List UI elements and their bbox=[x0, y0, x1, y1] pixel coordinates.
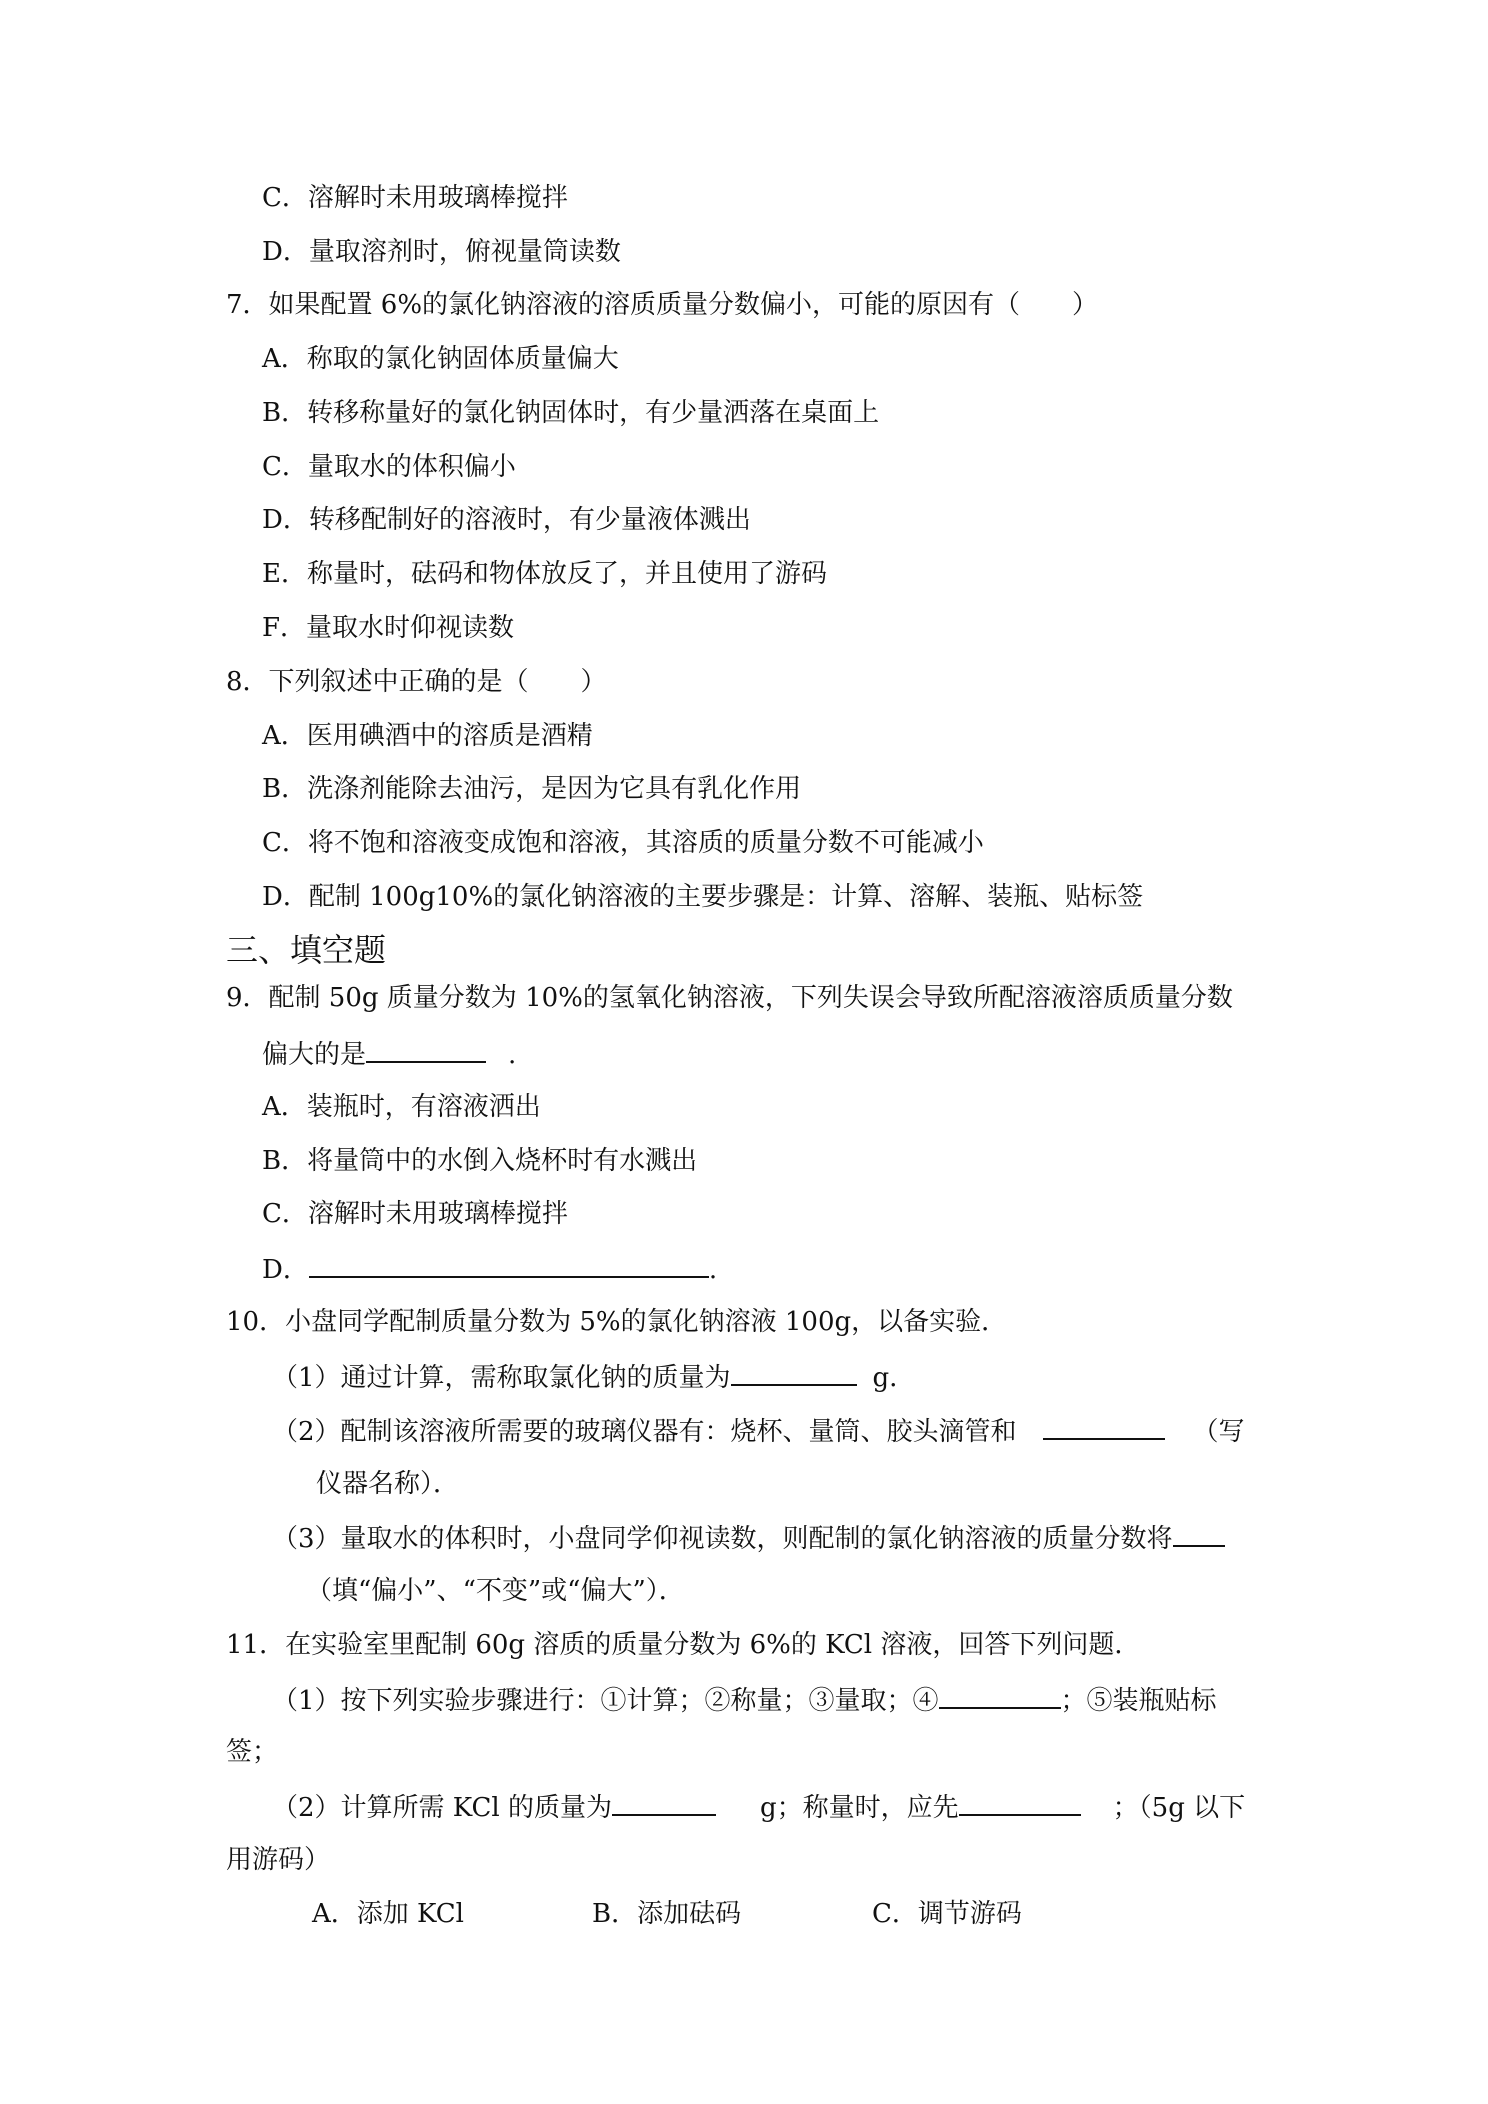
q11-option-a: A．添加 KCl bbox=[312, 1899, 464, 1929]
q7-option-b: B．转移称量好的氯化钠固体时，有少量洒落在桌面上 bbox=[262, 398, 880, 428]
q9-stem-period: . bbox=[508, 1040, 517, 1070]
q10-part2-blank[interactable] bbox=[1043, 1412, 1165, 1440]
q8-option-a: A．医用碘酒中的溶质是酒精 bbox=[262, 721, 593, 751]
q10-part2-text: （2）配制该溶液所需要的玻璃仪器有：烧杯、量筒、胶头滴管和 bbox=[272, 1417, 1017, 1447]
q6-option-d: D．量取溶剂时，俯视量筒读数 bbox=[262, 237, 621, 267]
q9-option-d-period: . bbox=[708, 1255, 718, 1285]
q9-option-d bbox=[262, 1250, 717, 1288]
q7-stem: 7．如果配置 6%的氯化钠溶液的溶质质量分数偏小，可能的原因有（ ） bbox=[226, 290, 1099, 320]
q7-option-a: A．称取的氯化钠固体质量偏大 bbox=[262, 344, 619, 374]
q7-option-c: C．量取水的体积偏小 bbox=[262, 452, 516, 482]
q10-part1-text: （1）通过计算，需称取氯化钠的质量为 bbox=[272, 1363, 731, 1393]
q11-part1-suffix: ；⑤装瓶贴标 bbox=[1060, 1686, 1217, 1716]
q9-option-d-label: D． bbox=[262, 1255, 309, 1285]
q10-part1 bbox=[272, 1358, 915, 1396]
q11-option-c: C．调节游码 bbox=[872, 1899, 1022, 1929]
q9-option-c: C．溶解时未用玻璃棒搅拌 bbox=[262, 1199, 568, 1229]
q9-option-d-blank[interactable] bbox=[309, 1250, 709, 1278]
q9-stem-text: 偏大的是 bbox=[262, 1040, 367, 1070]
q11-stem: 11．在实验室里配制 60g 溶质的质量分数为 6%的 KCl 溶液，回答下列问题． bbox=[226, 1630, 1141, 1660]
section-heading: 三、填空题 bbox=[226, 931, 387, 969]
q11-part1-blank[interactable] bbox=[939, 1681, 1061, 1709]
q9-option-b: B．将量筒中的水倒入烧杯时有水溅出 bbox=[262, 1146, 698, 1176]
q8-stem: 8．下列叙述中正确的是（ ） bbox=[226, 667, 607, 697]
q7-option-d: D．转移配制好的溶液时，有少量液体溅出 bbox=[262, 505, 751, 535]
q10-part3 bbox=[272, 1519, 1225, 1557]
q11-part1-text: （1）按下列实验步骤进行：①计算；②称量；③量取；④ bbox=[272, 1686, 939, 1716]
q9-stem-line2 bbox=[262, 1035, 516, 1073]
q11-part2 bbox=[272, 1788, 1245, 1826]
q7-option-e: E．称量时，砝码和物体放反了，并且使用了游码 bbox=[262, 559, 827, 589]
q8-option-b: B．洗涤剂能除去油污，是因为它具有乳化作用 bbox=[262, 774, 802, 804]
q11-part2-blank-mass[interactable] bbox=[612, 1788, 716, 1816]
q8-option-c: C．将不饱和溶液变成饱和溶液，其溶质的质量分数不可能减小 bbox=[262, 828, 984, 858]
q10-part2 bbox=[272, 1412, 1245, 1450]
q10-part2-suffix: （写 bbox=[1192, 1417, 1245, 1447]
q9-stem-line1: 9．配制 50g 质量分数为 10%的氢氧化钠溶液，下列失误会导致所配溶液溶质质量分数 bbox=[226, 983, 1233, 1013]
q11-option-b: B．添加砝码 bbox=[592, 1899, 742, 1929]
q8-option-d: D．配制 100g10%的氯化钠溶液的主要步骤是：计算、溶解、装瓶、贴标签 bbox=[262, 882, 1144, 912]
q10-part3-continued: （填“偏小”、“不变”或“偏大”）． bbox=[306, 1576, 685, 1606]
q7-option-f: F．量取水时仰视读数 bbox=[262, 613, 515, 643]
q11-part2-suffix: ；（5g 以下 bbox=[1112, 1793, 1246, 1823]
q11-part2-blank-step[interactable] bbox=[959, 1788, 1081, 1816]
q9-answer-blank[interactable] bbox=[366, 1035, 486, 1063]
q6-option-c: C．溶解时未用玻璃棒搅拌 bbox=[262, 183, 568, 213]
q10-part1-unit: g． bbox=[872, 1363, 916, 1393]
q10-part1-blank[interactable] bbox=[731, 1358, 857, 1386]
q11-part2-continued: 用游码） bbox=[226, 1845, 331, 1875]
q9-option-a: A．装瓶时，有溶液洒出 bbox=[262, 1092, 541, 1122]
q11-part2-text: （2）计算所需 KCl 的质量为 bbox=[272, 1793, 613, 1823]
q11-part2-mid: g；称量时，应先 bbox=[760, 1793, 959, 1823]
q10-stem: 10．小盘同学配制质量分数为 5%的氯化钠溶液 100g，以备实验． bbox=[226, 1307, 1008, 1337]
q11-part1 bbox=[272, 1681, 1217, 1719]
q10-part3-text: （3）量取水的体积时，小盘同学仰视读数，则配制的氯化钠溶液的质量分数将 bbox=[272, 1524, 1173, 1554]
q11-part1-continued: 签； bbox=[226, 1737, 279, 1767]
q10-part3-blank[interactable] bbox=[1173, 1519, 1225, 1547]
q10-part2-continued: 仪器名称）． bbox=[316, 1469, 460, 1499]
